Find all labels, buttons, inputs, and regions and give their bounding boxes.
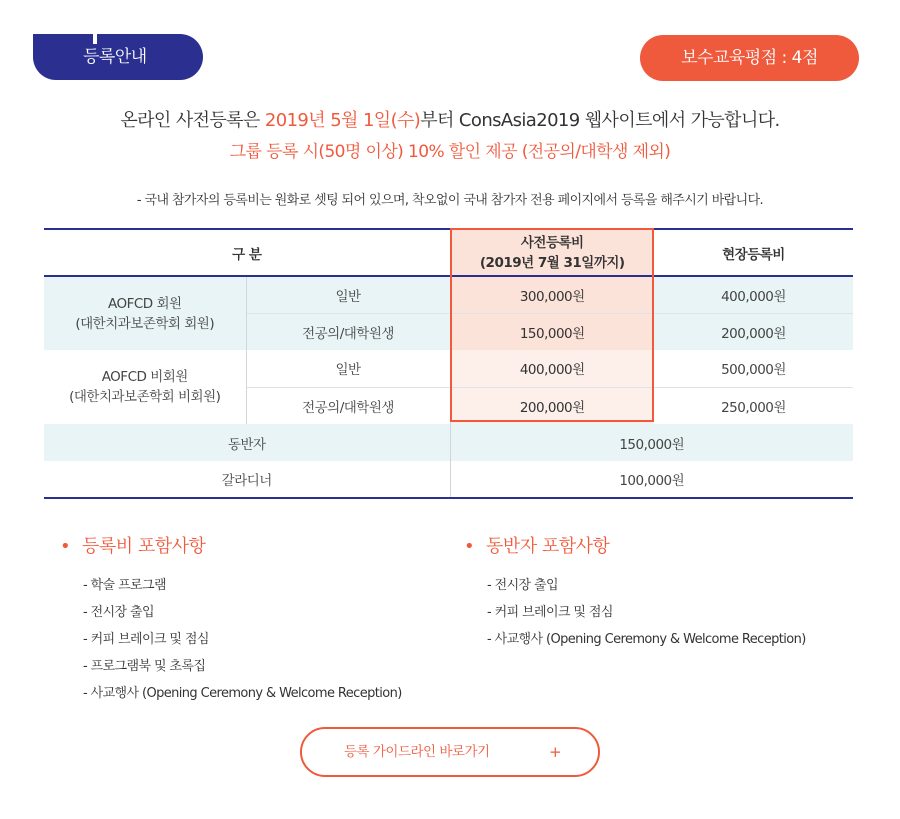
intro-line-1 — [0, 106, 900, 132]
registration-inclusions-label: 등록비 포함사항 — [82, 536, 206, 557]
header-category: 구 분 — [44, 229, 450, 276]
list-item: - 학술 프로그램 — [83, 578, 166, 593]
bullet-icon: • — [60, 536, 71, 557]
group-name-sub: (대한치과보존학회 회원) — [75, 315, 215, 332]
fee-type: 일반 — [246, 276, 450, 313]
fee-type: 일반 — [246, 350, 450, 387]
header-onsite: 현장등록비 — [654, 229, 853, 276]
section-tab — [33, 34, 203, 80]
group-discount-notice: 그룹 등록 시(50명 이상) 10% 할인 제공 (전공의/대학생 제외) — [229, 142, 671, 162]
list-item: - 커피 브레이크 및 점심 — [487, 605, 613, 620]
list-item: - 사교행사 (Opening Ceremony & Welcome Reception) — [487, 632, 806, 647]
fee-type: 전공의/대학원생 — [246, 387, 450, 424]
registration-guideline-label: 등록 가이드라인 바로가기 — [344, 744, 490, 760]
onsite-fee: 200,000원 — [654, 313, 853, 350]
onsite-fee: 250,000원 — [654, 387, 853, 424]
extra-name: 동반자 — [44, 424, 450, 461]
member-group-cell — [44, 276, 246, 350]
companion-inclusions — [464, 532, 806, 653]
onsite-fee: 500,000원 — [654, 350, 853, 387]
registration-inclusions-title — [60, 532, 402, 558]
plus-icon: + — [549, 743, 562, 761]
list-item: - 커피 브레이크 및 점심 — [83, 632, 209, 647]
table-row — [44, 350, 853, 387]
table-row — [44, 276, 853, 313]
credit-badge: 보수교육평점 : 4점 — [640, 35, 859, 81]
extra-name: 갈라디너 — [44, 461, 450, 498]
header-pre-deadline: (2019년 7월 31일까지) — [479, 254, 625, 271]
extra-fee: 150,000원 — [450, 424, 853, 461]
registration-guideline-button[interactable] — [300, 727, 600, 777]
pre-fee: 400,000원 — [450, 350, 654, 387]
pre-fee: 200,000원 — [450, 387, 654, 424]
group-name: AOFCD 비회원 — [101, 369, 188, 385]
companion-inclusions-list — [464, 572, 806, 653]
tab-notch — [93, 34, 97, 44]
list-item: - 프로그램북 및 초록집 — [83, 659, 206, 674]
extra-fee: 100,000원 — [450, 461, 853, 498]
table-row — [44, 461, 853, 498]
header-pre-title: 사전등록비 — [520, 234, 584, 251]
domestic-notice: - 국내 참가자의 등록비는 원화로 셋팅 되어 있으며, 착오없이 국내 참가자 전용 페이지에서 등록을 해주시기 바랍니다. — [136, 193, 764, 208]
pre-fee: 300,000원 — [450, 276, 654, 313]
onsite-fee: 400,000원 — [654, 276, 853, 313]
list-item: - 전시장 출입 — [487, 578, 558, 593]
pre-fee: 150,000원 — [450, 313, 654, 350]
table-header-row — [44, 229, 853, 276]
non-member-group-cell — [44, 350, 246, 424]
list-item: - 전시장 출입 — [83, 605, 154, 620]
section-tab-label: 등록안내 — [83, 47, 147, 67]
companion-inclusions-title — [464, 532, 806, 558]
intro-date-highlight: 2019년 5월 1일(수) — [264, 110, 421, 131]
bullet-icon: • — [464, 536, 475, 557]
fee-table — [44, 228, 853, 499]
header-pre-registration — [450, 229, 654, 276]
intro-text-after: 부터 ConsAsia2019 웹사이트에서 가능합니다. — [420, 110, 780, 131]
companion-inclusions-label: 동반자 포함사항 — [486, 536, 610, 557]
group-name: AOFCD 회원 — [107, 295, 182, 312]
registration-inclusions-list — [60, 572, 402, 707]
intro-text-before: 온라인 사전등록은 — [120, 110, 265, 131]
table-row — [44, 424, 853, 461]
group-name-sub: (대한치과보존학회 비회원) — [69, 389, 221, 405]
list-item: - 사교행사 (Opening Ceremony & Welcome Reception) — [83, 686, 402, 701]
fee-type: 전공의/대학원생 — [246, 313, 450, 350]
registration-inclusions — [60, 532, 402, 707]
